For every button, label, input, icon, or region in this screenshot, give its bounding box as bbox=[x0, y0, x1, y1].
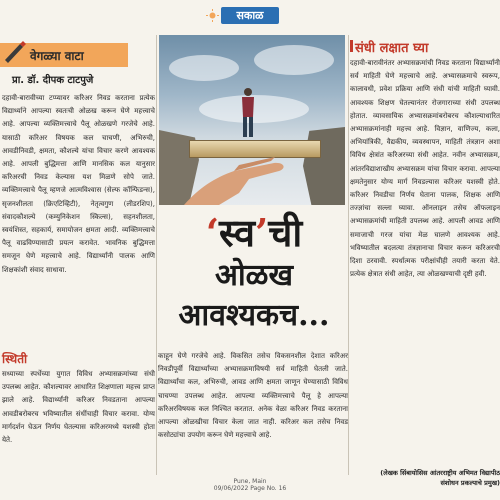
section-heading-right: संधी लक्षात घ्या bbox=[355, 41, 429, 56]
article-body-right: दहावी-बारावीनंतर अभ्यासक्रमांची निवड करताना विद्यार्थ्यांनी सर्व माहिती घेणे महत्त्वाचे आहे. अभ्यासक्रमाचे स्वरूप, कालावधी, प्रवेश प्रक्रिया आणि संधी यांची माहिती घ्यावी. आवश्यक शिक्षण घेतल्यानंतर रोजगाराच्या संधी उपलब्ध होतात. व्यावसायिक अभ्यासक्रमांबरोबरच कौशल्याधारित अभ्यासक्रमांनाही महत्त्व आहे. विज्ञान, वाणिज्य, कला, अभियांत्रिकी, वैद्यकीय, व्यवस्थापन, माहिती तंत्रज्ञान अशा विविध क्षेत्रांत करिअरच्या संधी आहेत. नवीन अभ्यासक्रम, आंतरविद्याशाखीय अभ्यासक्रम यांचा विचार करावा. आपल्या क्षमतेनुसार योग्य मार्ग निवडल्यास करिअर यशस्वी होते. करिअर निवडीचा निर्णय घेताना पालक, शिक्षक आणि तज्ज्ञांचा सल्ला घ्यावा. ऑनलाइन तसेच ऑफलाइन अभ्यासक्रमांची माहिती उपलब्ध आहे. आपली आवड आणि समाजाची गरज यांचा मेळ घालणे आवश्यक आहे. भविष्यातील बदलत्या तंत्रज्ञानाचा विचार करून करिअरची दिशा ठरवावी. स्पर्धात्मक परीक्षांचीही तयारी करता येते. प्रत्येक क्षेत्रात संधी आहेत, त्या ओळखण्याची दृष्टी हवी. bbox=[350, 59, 500, 279]
page-footer bbox=[0, 478, 500, 492]
section-heading-left: स्थिती bbox=[2, 352, 28, 366]
article-body-left-lower: सध्याच्या स्पर्धेच्या युगात विविध अभ्यासक्रमांच्या संधी उपलब्ध आहेत. कौशल्यावर आधारित शिक्षणाला महत्त्व प्राप्त झाले आहे. विद्यार्थ्यांनी करिअर निवडताना आपल्या आवडीबरोबरच भविष्यातील संधींचाही विचार करावा. योग्य मार्गदर्शन घेऊन निर्णय घेतल्यास करिअरमध्ये यशस्वी होता येते. bbox=[2, 370, 155, 445]
author-credit-line2: संशोधन प्रकल्पाचे प्रमुख) bbox=[440, 479, 500, 487]
author-name: प्रा. डॉ. दीपक टाटपुजे bbox=[12, 75, 94, 86]
article-body-middle: काहून घेणे गरजेचे आहे. विकसित तसेच विकसनशील देशात करिअर निवडीपूर्वी विद्यार्थ्यांच्या अभ्यासक्रमाविषयी सर्व माहिती घेतली जाते. विद्यार्थ्यांचा कल, अभिरुची, आवड आणि क्षमता जाणून घेण्यासाठी विविध चाचण्या उपलब्ध आहेत. आपल्या व्यक्तिमत्त्वाचे पैलू हे आपल्या करिअरविषयक कल निश्चित करतात. अनेक वेळा करिअर निवड करताना आपल्या ओळखीचा विचार केला जात नाही. करिअर कल तसेच निवड कसोट्यांचा उपयोग करून घेणे महत्त्वाचे आहे. bbox=[158, 352, 348, 440]
masthead bbox=[221, 7, 279, 24]
hand-icon bbox=[179, 153, 299, 205]
pen-icon bbox=[2, 38, 28, 64]
cliff-right bbox=[303, 127, 345, 205]
author-credit: (लेखक सिंबायोसिस आंतरराष्ट्रीय अभिमत विद्यापीठ bbox=[380, 469, 500, 477]
headline-line-2: ओळख bbox=[214, 258, 294, 293]
section-marker bbox=[350, 40, 353, 52]
footer-date-page: 09/06/2022 Page No. 16 bbox=[213, 485, 287, 492]
article-illustration bbox=[159, 35, 345, 205]
footer-edition: Pune, Main bbox=[233, 478, 267, 485]
column-divider bbox=[348, 35, 349, 475]
person-figure bbox=[237, 87, 259, 139]
column-tag-title: वेगळ्या वाटा bbox=[30, 49, 84, 63]
article-headline bbox=[160, 210, 348, 336]
headline-line-1: ‘स्व’ची bbox=[205, 210, 303, 255]
article-body-left: दहावी-बारावीच्या टप्प्यावर करिअर निवड करताना प्रत्येक विद्यार्थ्याने आपल्या स्वतःची ओळख करून घेणे महत्त्वाचे आहे. आपल्या व्यक्तिमत्त्वाचे पैलू ओळखणे गरजेचे आहे. यासाठी करिअर विषयक कल चाचणी, अभिरुची, आवडीनिवडी, क्षमता, कौशल्ये यांचा विचार करणे आवश्यक आहे. आपली बुद्धिमत्ता आणि मानसिक कल यानुसार करिअरची निवड केल्यास यश मिळणे सोपे जाते. व्यक्तिमत्त्वाचे पैलू म्हणजे आत्मविश्वास (सेल्फ कॉन्फिडन्स), सृजनशीलता (क्रिएटिव्हिटी), नेतृत्वगुण (लीडरशिप), संवादकौशल्ये (कम्युनिकेशन स्किल्स), सहनशीलता, स्वयंशिस्त, सहकार्य, समायोजन क्षमता आदी. व्यक्तिमत्त्वाचे पैलू वाढविण्यासाठी प्रयत्न करावेत. भावनिक बुद्धिमत्ता समजून घेणे महत्त्वाचे आहे. विद्यार्थ्यांनी पालक आणि शिक्षकांशी संवाद साधावा. bbox=[2, 94, 155, 274]
masthead-logo: सकाळ bbox=[236, 9, 264, 22]
column-divider bbox=[156, 35, 157, 475]
headline-line-3: आवश्यकच... bbox=[178, 298, 330, 333]
sun-logo-icon bbox=[206, 9, 219, 22]
